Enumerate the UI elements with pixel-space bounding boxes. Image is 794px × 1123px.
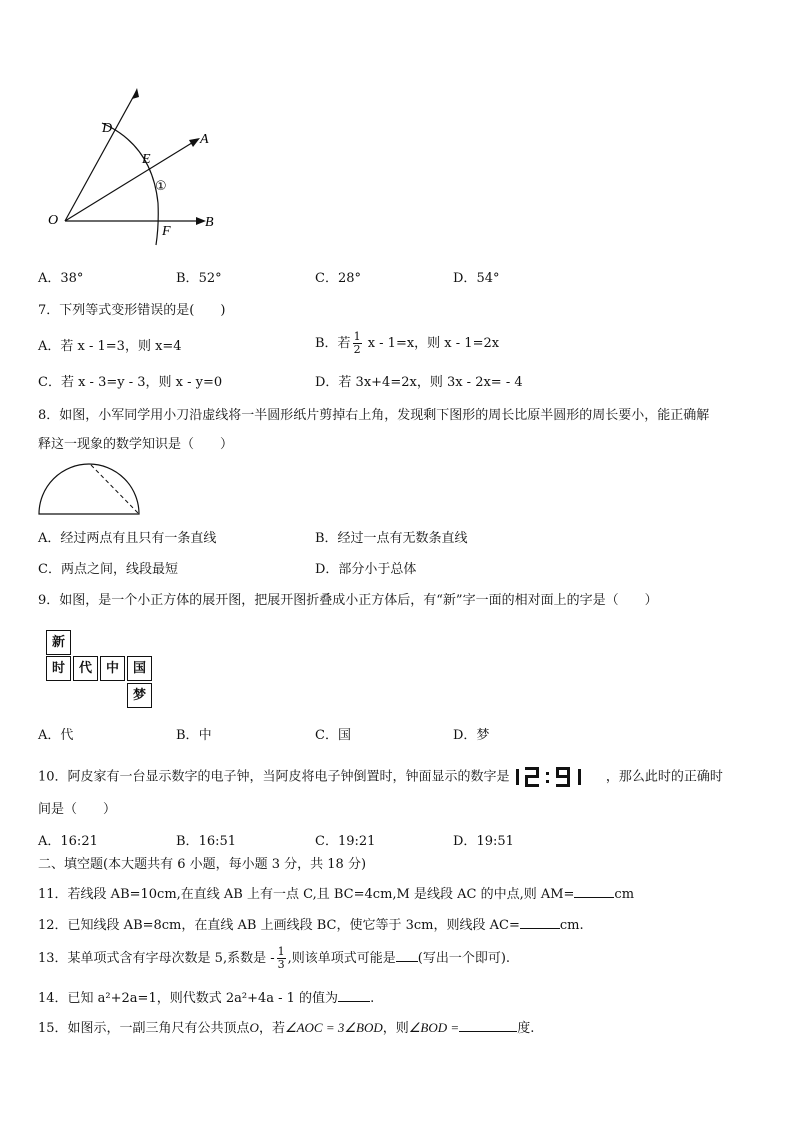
q8-stem-line1: 8．如图，小军同学用小刀沿虚线将一半圆形纸片剪掉右上角，发现剩下图形的周长比原半圆形的周长要小，能正确解 <box>38 408 710 423</box>
ray-oa <box>65 141 195 221</box>
q12: 12．已知线段 AB=8cm，在直线 AB 上画线段 BC，使它等于 3cm，则线段 AC= cm. <box>38 918 584 933</box>
q11-answer-blank[interactable] <box>574 885 614 898</box>
q10-option-b[interactable]: B．16:51 <box>176 834 237 849</box>
arrow-a <box>189 138 200 147</box>
net-cell-xin: 新 <box>46 630 71 655</box>
q9-option-c[interactable]: C．国 <box>315 728 351 743</box>
net-cell-guo: 国 <box>127 656 152 681</box>
q7-stem: 7．下列等式变形错误的是( ) <box>38 303 226 318</box>
q10-stem-line2: 间是（ ） <box>38 802 117 817</box>
q6-option-d[interactable]: D．54° <box>453 271 500 286</box>
q9-option-a[interactable]: A．代 <box>38 728 74 743</box>
clock-digit-1b <box>578 769 581 785</box>
q9-stem: 9．如图，是一个小正方体的展开图，把展开图折叠成小正方体后，有“新”字一面的相对面上的字是（ ） <box>38 593 658 608</box>
net-cell-zhong: 中 <box>100 656 125 681</box>
label-b: B <box>205 215 214 230</box>
clock-colon <box>546 772 549 775</box>
q12-answer-blank[interactable] <box>520 916 560 929</box>
fraction-one-third: $\frac{1}{3}$ <box>277 945 285 971</box>
net-cell-shi: 时 <box>46 656 71 681</box>
q8-option-a[interactable]: A．经过两点有且只有一条直线 <box>38 531 217 546</box>
angle-construction-figure <box>40 85 230 250</box>
q15: 15．如图示，一副三角尺有公共顶点O，若∠AOC = 3∠BOD，则∠BOD = 度. <box>38 1020 535 1036</box>
q8-stem-line2: 释这一现象的数学知识是（ ） <box>38 437 234 452</box>
label-o: O <box>48 213 59 228</box>
q10-stem-line1: 10．阿皮家有一台显示数字的电子钟，当阿皮将电子钟倒置时，钟面显示的数字是 ，那么此时的正确时 <box>38 765 723 789</box>
q13: 13．某单项式含有字母次数是 5,系数是 - $\frac{1}{3}$ ,则该单项式可能是 (写出一个即可). <box>38 945 511 971</box>
construction-arc <box>102 123 158 245</box>
q7-option-c[interactable]: C．若 x - 3=y - 3，则 x - y=0 <box>38 375 223 390</box>
q14: 14．已知 a²+2a=1，则代数式 2a²+4a - 1 的值为 . <box>38 991 375 1006</box>
q9-option-d[interactable]: D．梦 <box>453 728 490 743</box>
clock-digit-1 <box>516 769 519 785</box>
cube-net <box>46 630 156 712</box>
q15-answer-blank[interactable] <box>459 1019 517 1032</box>
q6-option-c[interactable]: C．28° <box>315 271 361 286</box>
q9-option-b[interactable]: B．中 <box>176 728 212 743</box>
semicircle-outline <box>39 464 139 514</box>
digital-clock-display <box>514 765 602 789</box>
label-f: F <box>162 224 171 239</box>
q13-answer-blank[interactable] <box>396 949 418 962</box>
q11: 11．若线段 AB=10cm,在直线 AB 上有一点 C,且 BC=4cm,M 是线段 AC 的中点,则 AM= cm <box>38 887 635 902</box>
q7-option-a[interactable]: A．若 x - 1=3，则 x=4 <box>38 339 182 354</box>
q7-option-b[interactable]: B．若 $\frac{1}{2}$ x - 1=x，则 x - 1=2x <box>315 330 500 356</box>
net-cell-dai: 代 <box>73 656 98 681</box>
cut-dashed-line <box>91 465 139 514</box>
label-d: D <box>102 121 113 136</box>
q6-option-a[interactable]: A．38° <box>38 271 84 286</box>
net-cell-meng: 梦 <box>127 683 152 708</box>
q8-option-c[interactable]: C．两点之间，线段最短 <box>38 562 178 577</box>
q8-option-b[interactable]: B．经过一点有无数条直线 <box>315 531 468 546</box>
q6-option-b[interactable]: B．52° <box>176 271 222 286</box>
section-heading-fill-in: 二、填空题(本大题共有 6 小题，每小题 3 分，共 18 分) <box>38 857 367 872</box>
label-e: E <box>142 152 151 167</box>
q10-option-d[interactable]: D．19:51 <box>453 834 514 849</box>
fraction-one-half: $\frac{1}{2}$ <box>353 330 361 356</box>
q14-answer-blank[interactable] <box>338 989 370 1002</box>
q8-option-d[interactable]: D．部分小于总体 <box>315 562 417 577</box>
q10-option-a[interactable]: A．16:21 <box>38 834 98 849</box>
label-a: A <box>200 132 209 147</box>
semicircle-figure <box>36 462 142 518</box>
arrow-d <box>132 88 139 99</box>
ray-od <box>65 90 137 221</box>
q7-option-d[interactable]: D．若 3x+4=2x，则 3x - 2x= - 4 <box>315 375 523 390</box>
label-circle-one: ① <box>155 179 167 194</box>
q10-option-c[interactable]: C．19:21 <box>315 834 376 849</box>
